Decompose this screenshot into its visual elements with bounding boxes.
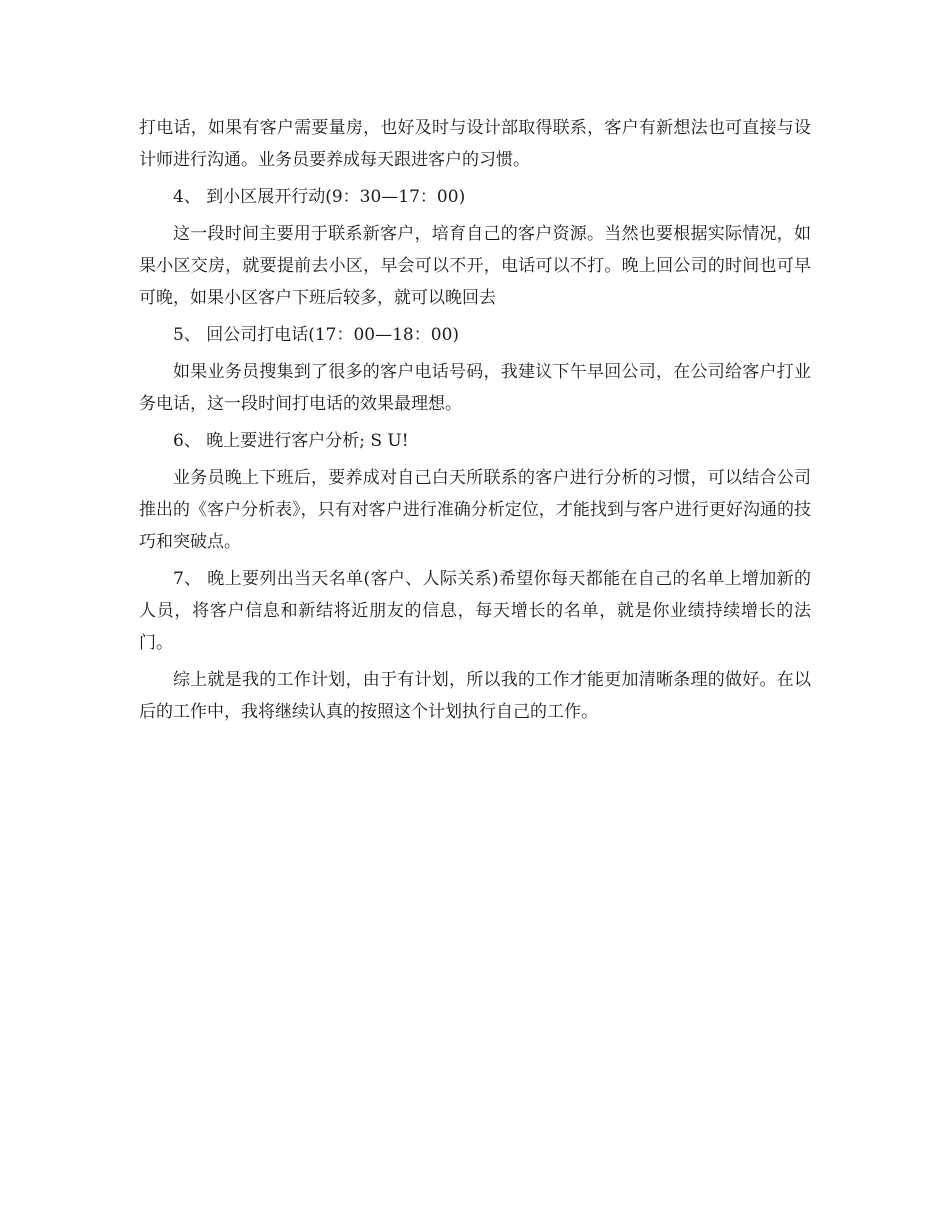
paragraph-section-6: 业务员晚上下班后，要养成对自己白天所联系的客户进行分析的习惯，可以结合公司推出的《客户分析表》，只有对客户进行准确分析定位，才能找到与客户进行更好沟通的技巧和突破点。 xyxy=(139,468,811,552)
section-heading-4: 4、 到小区展开行动(9：30—17：00) xyxy=(173,187,466,207)
document-body xyxy=(139,112,811,733)
section-heading-5: 5、 回公司打电话(17：00—18：00) xyxy=(173,325,460,345)
section-heading-6: 6、 晚上要进行客户分析; S U! xyxy=(173,431,409,451)
paragraph-section-7: 7、 晚上要列出当天名单(客户、人际关系)希望你每天都能在自己的名单上增加新的人员，将客户信息和新结将近朋友的信息，每天增长的名单，就是你业绩持续增长的法门。 xyxy=(139,569,811,653)
paragraph-continuation: 打电话，如果有客户需要量房，也好及时与设计部取得联系，客户有新想法也可直接与设计师进行沟通。业务员要养成每天跟进客户的习惯。 xyxy=(139,118,811,170)
paragraph-section-4: 这一段时间主要用于联系新客户，培育自己的客户资源。当然也要根据实际情况，如果小区交房，就要提前去小区，早会可以不开，电话可以不打。晚上回公司的时间也可早可晚，如果小区客户下班后较多，就可以晚回去 xyxy=(139,224,811,308)
paragraph-conclusion: 综上就是我的工作计划，由于有计划，所以我的工作才能更加清晰条理的做好。在以后的工作中，我将继续认真的按照这个计划执行自己的工作。 xyxy=(139,670,811,722)
paragraph-section-5: 如果业务员搜集到了很多的客户电话号码，我建议下午早回公司，在公司给客户打业务电话，这一段时间打电话的效果最理想。 xyxy=(139,362,811,414)
